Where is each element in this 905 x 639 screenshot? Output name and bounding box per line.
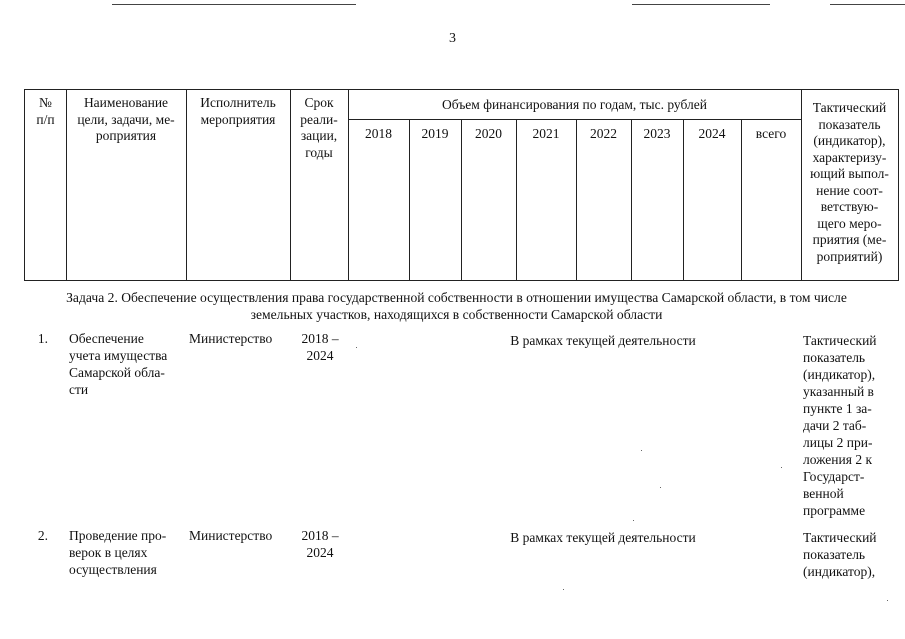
col-divider bbox=[409, 119, 410, 280]
header-funding: Объем финансирования по годам, тыс. рублей bbox=[442, 97, 707, 112]
header-indicator: Тактический показатель (индикатор), характеризу- ющий выпол- нение соот- ветствую- щего меро- приятия (ме- роприятий) bbox=[810, 100, 889, 264]
funding-divider bbox=[348, 119, 801, 120]
row-1-number: 1. bbox=[37, 331, 48, 346]
scan-speck bbox=[563, 589, 564, 590]
year-2019: 2019 bbox=[421, 126, 449, 141]
top-rule bbox=[112, 4, 356, 5]
row-2-indicator: Тактический показатель (индикатор), bbox=[803, 530, 877, 579]
row-1-term: 2018 – 2024 bbox=[301, 331, 339, 363]
header-executor: Исполнитель мероприятия bbox=[200, 95, 276, 127]
row-2-number: 2. bbox=[37, 528, 48, 543]
top-rule bbox=[632, 4, 770, 5]
page-number: 3 bbox=[449, 31, 456, 46]
table-header bbox=[24, 89, 899, 281]
row-2-term: 2018 – 2024 bbox=[301, 528, 339, 560]
scan-speck bbox=[633, 520, 634, 521]
year-2022: 2022 bbox=[590, 126, 617, 141]
row-1-funding: В рамках текущей деятельности bbox=[510, 333, 696, 348]
col-divider bbox=[631, 119, 632, 280]
year-2024: 2024 bbox=[698, 126, 726, 141]
year-2023: 2023 bbox=[643, 126, 671, 141]
col-divider bbox=[461, 119, 462, 280]
row-2-name: Проведение про- верок в целях осуществления bbox=[69, 528, 167, 577]
scan-speck bbox=[660, 487, 661, 488]
header-term: Срок реали- зации, годы bbox=[300, 95, 338, 160]
scan-speck bbox=[781, 467, 782, 468]
col-divider bbox=[683, 119, 684, 280]
header-name: Наименование цели, задачи, ме- роприятия bbox=[77, 95, 175, 143]
row-1-name: Обеспечение учета имущества Самарской обла- сти bbox=[69, 331, 168, 397]
row-1-executor: Министерство bbox=[189, 331, 273, 346]
scan-speck bbox=[641, 450, 642, 451]
row-2-executor: Министерство bbox=[189, 528, 273, 543]
row-1-indicator: Тактический показатель (индикатор), указанный в пункте 1 за- дачи 2 таб- лицы 2 при- ложения 2 к Государст- венной программе bbox=[803, 333, 877, 518]
year-2020: 2020 bbox=[475, 126, 502, 141]
year-2021: 2021 bbox=[532, 126, 560, 141]
scan-speck bbox=[887, 600, 888, 601]
scan-speck bbox=[356, 347, 357, 348]
col-divider bbox=[576, 119, 577, 280]
col-divider bbox=[741, 119, 742, 280]
col-divider bbox=[516, 119, 517, 280]
top-rule bbox=[830, 4, 905, 5]
header-num: № п/п bbox=[36, 95, 55, 127]
year-2018: 2018 bbox=[365, 126, 392, 141]
task-heading: Задача 2. Обеспечение осуществления права государственной собственности в отношении имущества Самарской области, в том числе земельных участков, находящихся в собственности Самарской области bbox=[66, 290, 847, 322]
row-2-funding: В рамках текущей деятельности bbox=[510, 530, 696, 545]
year-total: всего bbox=[755, 126, 787, 141]
